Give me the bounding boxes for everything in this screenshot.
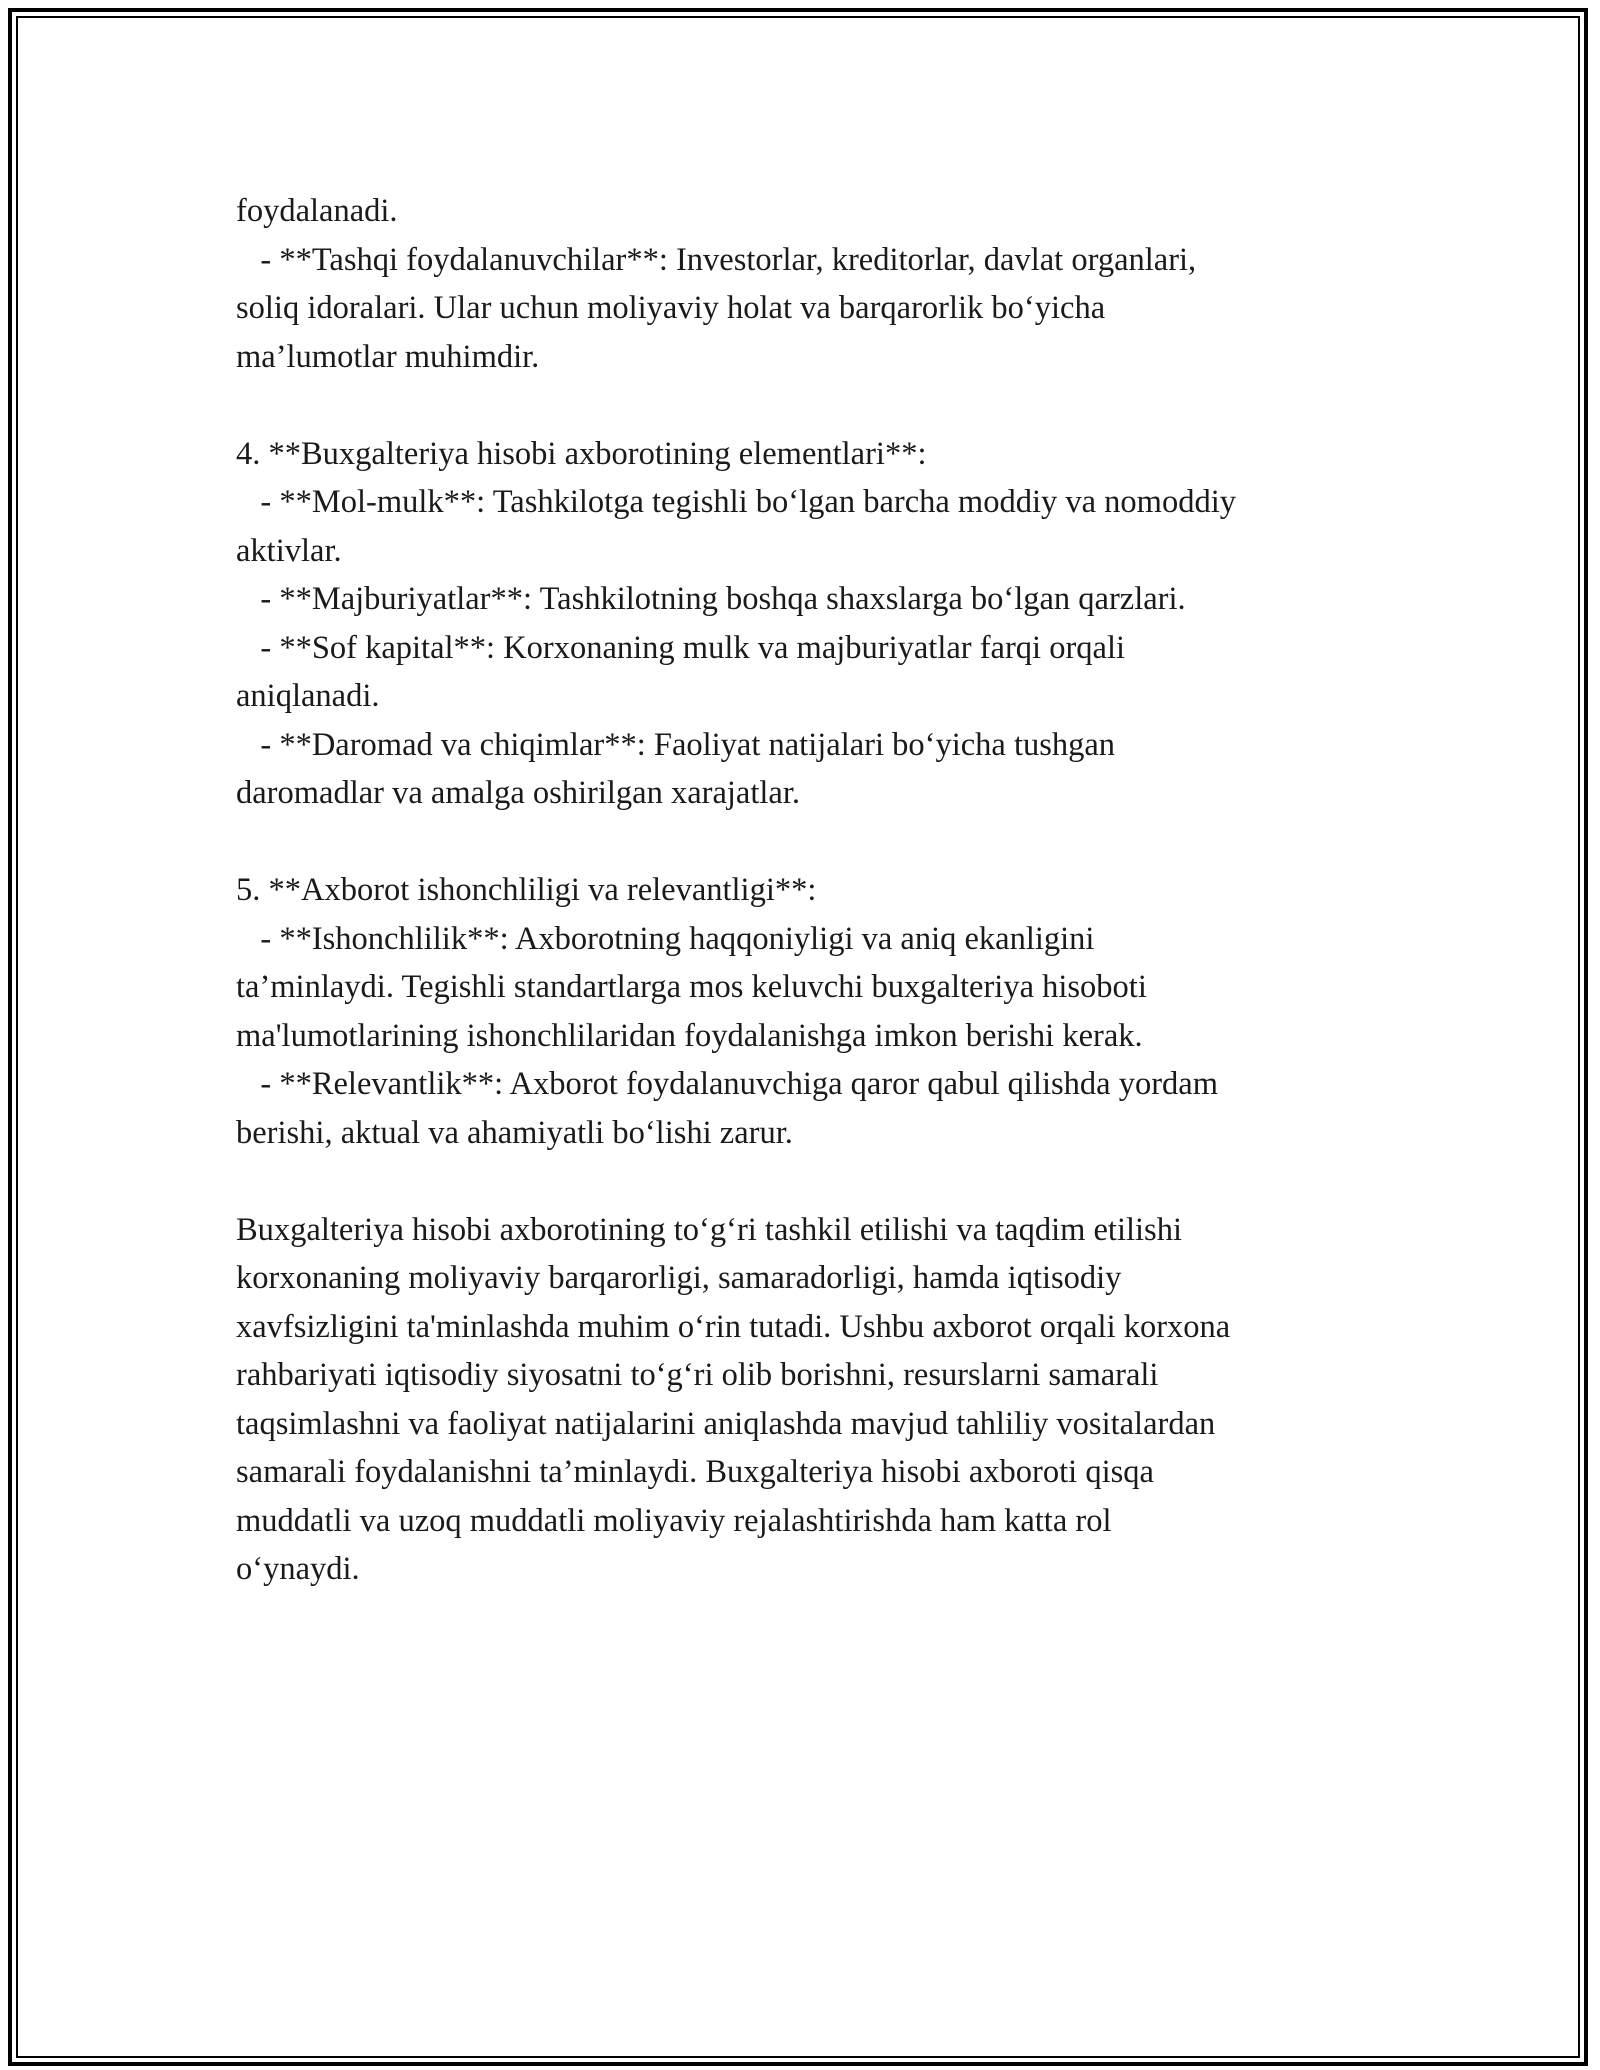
blank-line [236, 381, 1426, 430]
blank-line [236, 1157, 1426, 1206]
section-heading: 5. **Axborot ishonchliligi va relevantligi**: [236, 872, 817, 908]
paragraph-line: samarali foydalanishni ta’minlaydi. Buxgalteriya hisobi axboroti qisqa [236, 1454, 1154, 1490]
text-line: ta’minlaydi. Tegishli standartlarga mos keluvchi buxgalteriya hisoboti [236, 969, 1147, 1005]
text-line: aniqlanadi. [236, 678, 380, 714]
paragraph-line: taqsimlashni va faoliyat natijalarini aniqlashda mavjud tahliliy vositalardan [236, 1405, 1216, 1442]
text-line: berishi, aktual va ahamiyatli bo‘lishi zarur. [236, 1114, 793, 1151]
text-line: ma’lumotlar muhimdir. [236, 338, 540, 375]
paragraph-line: muddatli va uzoq muddatli moliyaviy rejalashtirishda ham katta rol [236, 1502, 1112, 1539]
document-body [236, 187, 1426, 1594]
text-line: ma'lumotlarining ishonchlilaridan foydalanishga imkon berishi kerak. [236, 1017, 1143, 1054]
paragraph-line: rahbariyati iqtisodiy siyosatni to‘g‘ri olib borishni, resurslarni samarali [236, 1357, 1159, 1393]
section-heading: 4. **Buxgalteriya hisobi axborotining elementlari**: [236, 435, 927, 472]
text-line: - **Ishonchlilik**: Axborotning haqqoniyligi va aniq ekanligini [236, 920, 1095, 957]
text-line: soliq idoralari. Ular uchun moliyaviy holat va barqarorlik bo‘yicha [236, 290, 1106, 326]
text-line: foydalanadi. [236, 193, 398, 229]
text-line: - **Mol-mulk**: Tashkilotga tegishli bo‘lgan barcha moddiy va nomoddiy [236, 484, 1236, 520]
text-line: - **Majburiyatlar**: Tashkilotning boshqa shaxslarga bo‘lgan qarzlari. [236, 581, 1186, 617]
text-line: - **Relevantlik**: Axborot foydalanuvchiga qaror qabul qilishda yordam [236, 1066, 1218, 1102]
text-line: daromadlar va amalga oshirilgan xarajatlar. [236, 775, 800, 811]
paragraph-line: xavfsizligini ta'minlashda muhim o‘rin tutadi. Ushbu axborot orqali korxona [236, 1308, 1231, 1345]
blank-line [236, 818, 1426, 867]
text-line: - **Tashqi foydalanuvchilar**: Investorlar, kreditorlar, davlat organlari, [236, 241, 1197, 278]
text-line: - **Sof kapital**: Korxonaning mulk va majburiyatlar farqi orqali [236, 629, 1126, 666]
paragraph-line: Buxgalteriya hisobi axborotining to‘g‘ri tashkil etilishi va taqdim etilishi [236, 1211, 1182, 1248]
paragraph-line: o‘ynaydi. [236, 1551, 360, 1587]
text-line: aktivlar. [236, 532, 342, 569]
paragraph-line: korxonaning moliyaviy barqarorligi, samaradorligi, hamda iqtisodiy [236, 1260, 1122, 1296]
text-line: - **Daromad va chiqimlar**: Faoliyat natijalari bo‘yicha tushgan [236, 726, 1116, 763]
